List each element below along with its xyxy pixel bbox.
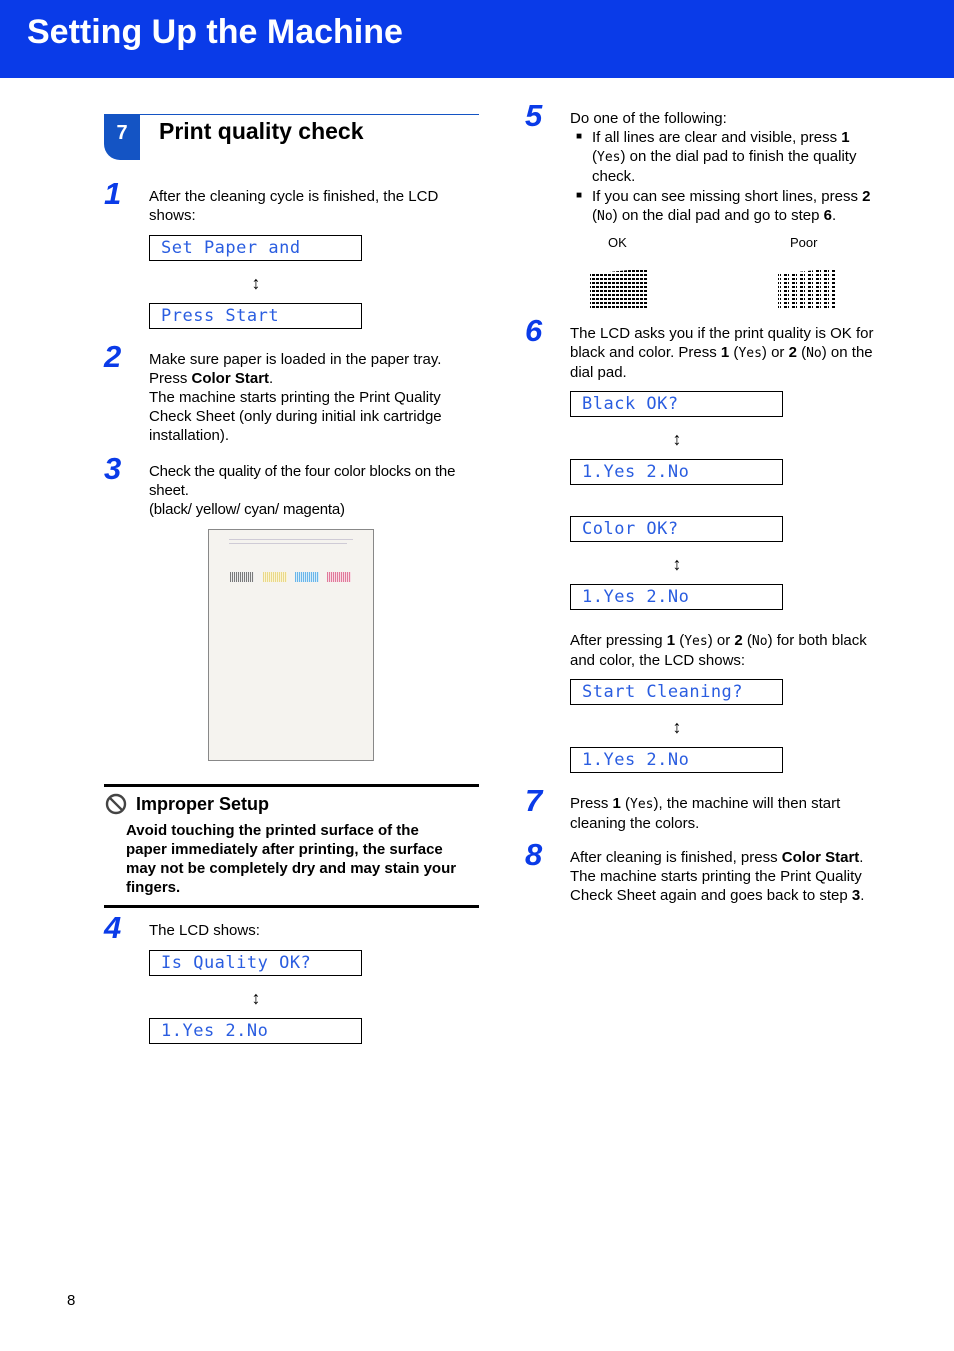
step-text: Make sure paper is loaded in the paper tray. Press Color Start. The machine starts printing the Print Quality Check Sheet (only during initial ink cartridge installation). (149, 351, 442, 444)
page-number: 8 (67, 1292, 76, 1309)
lcd-display: Black OK? (570, 391, 783, 417)
page-title: Setting Up the Machine (27, 13, 403, 51)
warning-text: Avoid touching the printed surface of the paper immediately after printing, the surface may not be completely dry and may stain your fingers. (126, 822, 457, 896)
toggle-arrow-icon: ↕ (672, 554, 682, 574)
cyan-block (295, 572, 319, 582)
warning-bottom-rule (104, 905, 479, 908)
step-number: 6 (525, 313, 543, 348)
step-text: The LCD shows: (149, 922, 260, 939)
warning-top-rule (104, 784, 479, 787)
black-block (230, 572, 254, 582)
bullet-icon: ■ (576, 131, 583, 142)
step-number: 3 (104, 451, 122, 486)
poor-pattern-image (776, 266, 838, 312)
step-text: After the cleaning cycle is finished, the LCD shows: (149, 188, 439, 224)
step-text: Do one of the following: (570, 110, 727, 127)
step-bullet-text: If you can see missing short lines, press 2 (No) on the dial pad and go to step 6. (592, 188, 871, 224)
sheet-text-line (229, 539, 353, 540)
step-bullet-text: If all lines are clear and visible, press 1 (Yes) on the dial pad to finish the quality check. (592, 129, 857, 185)
lcd-display: Press Start (149, 303, 362, 329)
warning-title: Improper Setup (136, 794, 270, 814)
section-title: Print quality check (159, 118, 364, 144)
step-number: 4 (104, 910, 122, 945)
step-text: After pressing 1 (Yes) or 2 (No) for both black and color, the LCD shows: (570, 632, 867, 669)
section-rule (140, 114, 479, 115)
lcd-display: 1.Yes 2.No (570, 459, 783, 485)
step-text: Check the quality of the four color blocks on the sheet. (black/ yellow/ cyan/ magenta) (149, 463, 456, 518)
section-number: 7 (104, 114, 140, 160)
yellow-block (263, 572, 287, 582)
sheet-text-line (229, 543, 347, 544)
step-text: Press 1 (Yes), the machine will then start cleaning the colors. (570, 795, 841, 832)
magenta-block (327, 572, 351, 582)
step-number: 1 (104, 176, 122, 211)
bullet-icon: ■ (576, 190, 583, 201)
lcd-display: 1.Yes 2.No (570, 584, 783, 610)
step-number: 7 (525, 783, 543, 818)
check-sheet-image (208, 529, 374, 761)
step-text: After cleaning is finished, press Color Start. The machine starts printing the Print Quality Check Sheet again and goes back to step 3. (570, 849, 865, 904)
lcd-display: Is Quality OK? (149, 950, 362, 976)
toggle-arrow-icon: ↕ (672, 429, 682, 449)
header-banner (0, 0, 954, 78)
lcd-display: 1.Yes 2.No (149, 1018, 362, 1044)
step-number: 2 (104, 339, 122, 374)
step-text: The LCD asks you if the print quality is OK for black and color. Press 1 (Yes) or 2 (No) on the dial pad. (570, 325, 874, 381)
ok-label: OK (608, 235, 627, 250)
ok-pattern-image (588, 266, 650, 312)
lcd-display: 1.Yes 2.No (570, 747, 783, 773)
poor-label: Poor (790, 235, 818, 250)
step-number: 5 (525, 98, 543, 133)
toggle-arrow-icon: ↕ (672, 717, 682, 737)
lcd-display: Set Paper and (149, 235, 362, 261)
lcd-display: Color OK? (570, 516, 783, 542)
toggle-arrow-icon: ↕ (251, 273, 261, 293)
step-number: 8 (525, 837, 543, 872)
prohibited-icon (105, 793, 127, 815)
lcd-display: Start Cleaning? (570, 679, 783, 705)
toggle-arrow-icon: ↕ (251, 988, 261, 1008)
